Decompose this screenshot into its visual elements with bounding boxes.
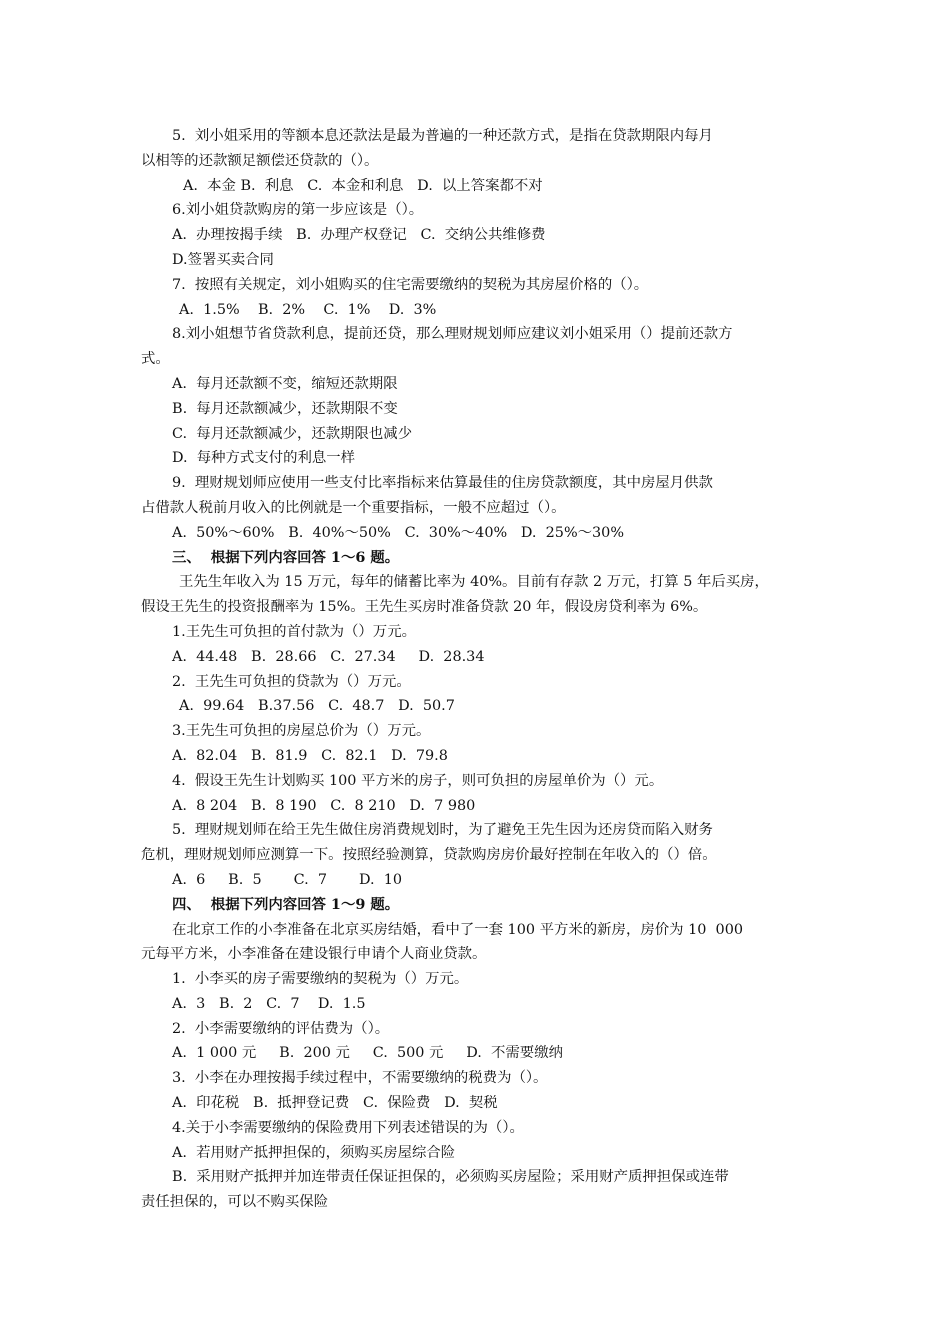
text-line: A. 3 B. 2 C. 7 D. 1.5 [172, 995, 366, 1012]
text-line: A. 印花税 B. 抵押登记费 C. 保险费 D. 契税 [172, 1095, 498, 1112]
text-line: 4.关于小李需要缴纳的保险费用下列表述错误的为（）。 [172, 1119, 524, 1136]
text-line: 3. 小李在办理按揭手续过程中，不需要缴纳的税费为（）。 [172, 1070, 548, 1087]
text-line: A. 若用财产抵押担保的，须购买房屋综合险 [172, 1144, 456, 1161]
text-line: A. 99.64 B.37.56 C. 48.7 D. 50.7 [179, 698, 455, 715]
text-line: A. 50%～60% B. 40%～50% C. 30%～40% D. 25%～30% [172, 524, 624, 541]
text-line: A. 本金 B. 利息 C. 本金和利息 D. 以上答案都不对 [183, 177, 543, 194]
text-line: 3.王先生可负担的房屋总价为（）万元。 [172, 723, 431, 740]
text-line: 王先生年收入为 15 万元，每年的储蓄比率为 40%。目前有存款 2 万元，打算 5 年后买房， [179, 574, 769, 591]
text-line: 占借款人税前月收入的比例就是一个重要指标，一般不应超过（）。 [141, 499, 566, 516]
text-line: 5. 刘小姐采用的等额本息还款法是最为普遍的一种还款方式，是指在贷款期限内每月 [172, 128, 713, 144]
text-line: 4. 假设王先生计划购买 100 平方米的房子，则可负担的房屋单价为（）元。 [172, 772, 664, 789]
text-line: A. 1 000 元 B. 200 元 C. 500 元 D. 不需要缴纳 [172, 1045, 563, 1062]
text-line: 元每平方米，小李准备在建设银行申请个人商业贷款。 [141, 946, 487, 963]
text-line: 7. 按照有关规定，刘小姐购买的住宅需要缴纳的契税为其房屋价格的（）。 [172, 276, 649, 293]
text-line: B. 采用财产抵押并加连带责任保证担保的，必须购买房屋险；采用财产质押担保或连带 [172, 1169, 729, 1186]
text-line: D.签署买卖合同 [172, 251, 274, 268]
text-line: 在北京工作的小李准备在北京买房结婚，看中了一套 100 平方米的新房，房价为 10 000 [172, 921, 744, 938]
text-line: A. 1.5% B. 2% C. 1% D. 3% [179, 301, 437, 318]
text-line: 5. 理财规划师在给王先生做住房消费规划时，为了避免王先生因为还房贷而陷入财务 [172, 822, 713, 839]
text-line: 假设王先生的投资报酬率为 15%。王先生买房时准备贷款 20 年，假设房贷利率为 6%。 [141, 599, 708, 616]
text-line: 9. 理财规划师应使用一些支付比率指标来估算最佳的住房贷款额度，其中房屋月供款 [172, 475, 713, 492]
text-line: 以相等的还款额足额偿还贷款的（）。 [141, 152, 379, 169]
text-line: 三、 根据下列内容回答 1～6 题。 [172, 548, 400, 566]
text-line: A. 82.04 B. 81.9 C. 82.1 D. 79.8 [172, 747, 448, 764]
text-line: A. 8 204 B. 8 190 C. 8 210 D. 7 980 [172, 797, 476, 814]
text-line: B. 每月还款额减少，还款期限不变 [172, 400, 398, 417]
text-line: 6.刘小姐贷款购房的第一步应该是（）。 [172, 202, 424, 219]
text-line: 式。 [141, 351, 170, 368]
text-line: 2. 小李需要缴纳的评估费为（）。 [172, 1020, 390, 1037]
text-line: 危机，理财规划师应测算一下。按照经验测算，贷款购房房价最好控制在年收入的（）倍。 [141, 847, 717, 864]
text-line: 四、 根据下列内容回答 1～9 题。 [172, 895, 400, 913]
text-line: C. 每月还款额减少，还款期限也减少 [172, 425, 413, 442]
document-body [141, 124, 813, 1215]
text-line: A. 6 B. 5 C. 7 D. 10 [172, 871, 403, 888]
text-line: 2. 王先生可负担的贷款为（）万元。 [172, 673, 411, 690]
text-line: 1. 小李买的房子需要缴纳的契税为（）万元。 [172, 971, 469, 988]
text-line: 8.刘小姐想节省贷款利息，提前还贷，那么理财规划师应建议刘小姐采用（）提前还款方 [172, 326, 733, 343]
text-line: A. 44.48 B. 28.66 C. 27.34 D. 28.34 [172, 648, 485, 665]
text-line: A. 办理按揭手续 B. 办理产权登记 C. 交纳公共维修费 [172, 227, 546, 244]
text-line: 1.王先生可负担的首付款为（）万元。 [172, 623, 416, 640]
text-line: A. 每月还款额不变，缩短还款期限 [172, 375, 398, 392]
text-line: D. 每种方式支付的利息一样 [172, 450, 356, 467]
text-line: 责任担保的，可以不购买保险 [141, 1194, 329, 1211]
